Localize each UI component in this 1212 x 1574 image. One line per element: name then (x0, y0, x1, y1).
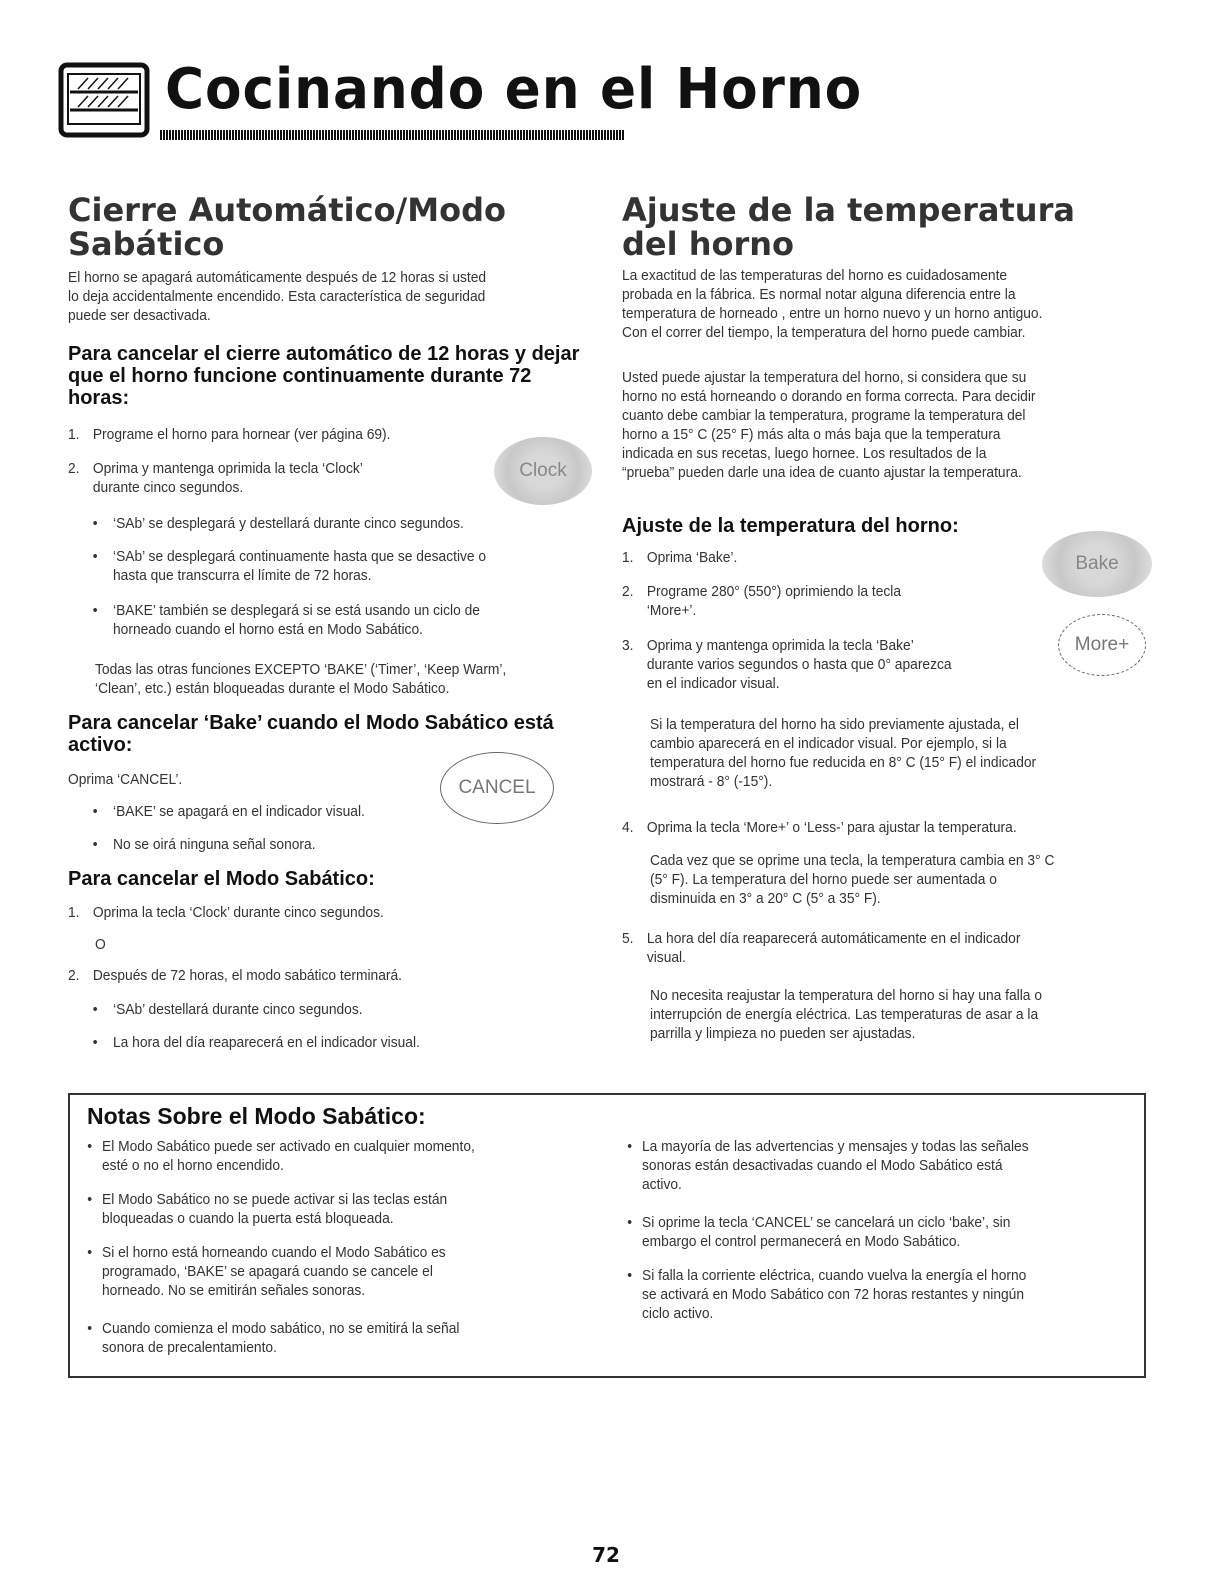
list-item: 4. Oprima la tecla ‘More+’ o ‘Less-’ para ajustar la temperatura. (622, 819, 1017, 836)
page-number: 72 (592, 1543, 620, 1567)
page-title: Cocinando en el Horno (165, 57, 863, 122)
list-item: • Si falla la corriente eléctrica, cuando vuelva la energía el horno se activará en Modo Sabático con 72 horas restantes y ningún ciclo activo. (627, 1267, 1027, 1322)
subheading-cancel-sabbath: Para cancelar el Modo Sabático: (68, 868, 375, 890)
subheading-adjust-temperature: Ajuste de la temperatura del horno: (622, 515, 959, 537)
list-item: • Si oprime la tecla ‘CANCEL’ se cancelará un ciclo ‘bake’, sin embargo el control permanecerá en Modo Sabático. (627, 1214, 1011, 1250)
list-item: 1. Programe el horno para hornear (ver página 69). (68, 426, 391, 443)
list-item: • La mayoría de las advertencias y mensajes y todas las señales sonoras están desactivadas cuando el Modo Sabático está activo. (627, 1138, 1029, 1193)
clock-button[interactable]: Clock (494, 437, 592, 505)
cancel-step: Oprima ‘CANCEL’. (68, 771, 183, 788)
list-item: • Si el horno está horneando cuando el Modo Sabático es programado, ‘BAKE’ se apagará cuando se cancele el horneado. No se emitirán señales sonoras. (87, 1244, 446, 1299)
list-item: • ‘BAKE’ se apagará en el indicador visual. (92, 803, 365, 820)
list-item: 3. Oprima y mantenga oprimida la tecla ‘Bake’ durante varios segundos o hasta que 0° aparezca en el indicador visual. (622, 637, 952, 692)
title-underline (160, 130, 625, 140)
cancel-button[interactable]: CANCEL (440, 752, 554, 824)
list-item: • ‘SAb’ destellará durante cinco segundos. (92, 1001, 363, 1018)
sabbath-intro: El horno se apagará automáticamente después de 12 horas si usted lo deja accidentalmente encendido. Esta característica de seguridad puede ser desactivada. (68, 269, 487, 324)
list-item: 2. Programe 280° (550°) oprimiendo la tecla ‘More+’. (622, 583, 902, 619)
step3-note: Si la temperatura del horno ha sido previamente ajustada, el cambio aparecerá en el indicador visual. Por ejemplo, si la temperatura del horno fue reducida en 8° C (15° F) el indicador mostrará - 8° (-15°). (650, 716, 1037, 790)
section-heading-temperature: Ajuste de la temperatura del horno (622, 191, 1075, 263)
temperature-intro-2: Usted puede ajustar la temperatura del horno, si considera que su horno no está horneando o dorando en forma correcta. Para decidir cuanto debe cambiar la temperatura, programe la temperatura del horno a 15° C (25° F) más alta o más baja que la temperatura indicada en sus recetas, luego hornee. Los resultados de la “prueba” pueden darle una idea de cuanto ajustar la temperatura. (622, 369, 1036, 481)
list-item: • El Modo Sabático no se puede activar si las teclas están bloqueadas o cuando la puerta está bloqueada. (87, 1191, 448, 1227)
list-item: • ‘SAb’ se desplegará y destellará durante cinco segundos. (92, 515, 464, 532)
temperature-intro-1: La exactitud de las temperaturas del horno es cuidadosamente probada en la fábrica. Es normal notar alguna diferencia entre la temperatura de horneado , entre un horno nuevo y un horno antiguo. Con el correr del tiempo, la temperatura del horno puede cambiar. (622, 267, 1043, 341)
list-item: • ‘SAb’ se desplegará continuamente hasta que se desactive o hasta que transcurra el límite de 72 horas. (92, 548, 487, 584)
list-item: 5. La hora del día reaparecerá automáticamente en el indicador visual. (622, 930, 1021, 966)
list-item: • La hora del día reaparecerá en el indicador visual. (92, 1034, 420, 1051)
list-item: • ‘BAKE’ también se desplegará si se está usando un ciclo de horneado cuando el horno está en Modo Sabático. (92, 602, 480, 638)
list-item: • El Modo Sabático puede ser activado en cualquier momento, esté o no el horno encendido. (87, 1138, 475, 1174)
list-item: • No se oirá ninguna señal sonora. (92, 836, 316, 853)
step4-note: Cada vez que se oprime una tecla, la temperatura cambia en 3° C (5° F). La temperatura del horno puede ser aumentada o disminuida en 3° a 20° C (5° a 35° F). (650, 852, 1055, 907)
step5-note: No necesita reajustar la temperatura del horno si hay una falla o interrupción de energía eléctrica. Las temperaturas de asar a la parrilla y limpieza no pueden ser ajustadas. (650, 987, 1043, 1042)
more-button[interactable]: More+ (1058, 614, 1146, 676)
list-item: 2. Oprima y mantenga oprimida la tecla ‘Clock’ durante cinco segundos. (68, 460, 363, 496)
list-item: 1. Oprima la tecla ‘Clock’ durante cinco segundos. (68, 904, 384, 921)
subheading-cancel-bake: Para cancelar ‘Bake’ cuando el Modo Sabático está activo: (68, 712, 554, 756)
list-item: 1. Oprima ‘Bake’. (622, 549, 738, 566)
or-separator: O (95, 936, 106, 953)
list-item: • Cuando comienza el modo sabático, no se emitirá la señal sonora de precalentamiento. (87, 1320, 460, 1356)
bake-button[interactable]: Bake (1042, 531, 1152, 597)
notes-heading: Notas Sobre el Modo Sabático: (87, 1103, 426, 1129)
locked-functions-note: Todas las otras funciones EXCEPTO ‘BAKE’ (‘Timer’, ‘Keep Warm’, ‘Clean’, etc.) están bloqueadas durante el Modo Sabático. (95, 661, 507, 697)
section-heading-sabbath: Cierre Automático/Modo Sabático (68, 191, 506, 263)
subheading-cancel-12h: Para cancelar el cierre automático de 12 horas y dejar que el horno funcione continuamente durante 72 horas: (68, 343, 580, 409)
oven-icon (58, 62, 150, 138)
list-item: 2. Después de 72 horas, el modo sabático terminará. (68, 967, 402, 984)
